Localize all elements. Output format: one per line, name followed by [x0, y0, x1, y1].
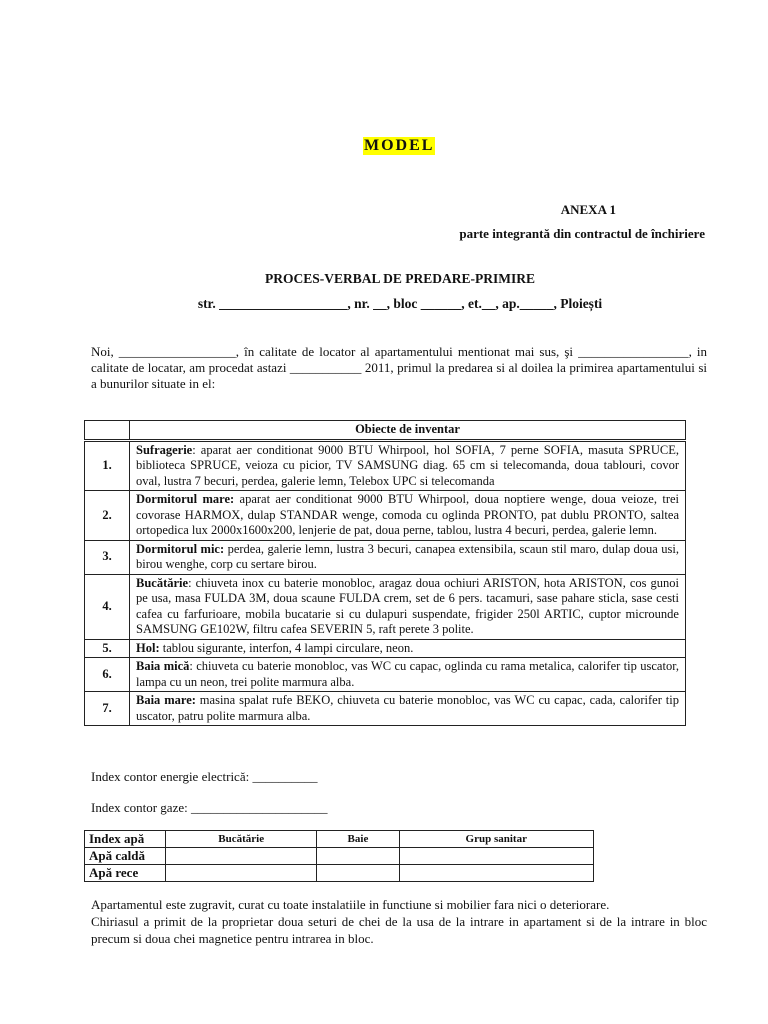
water-row-cold: Apă rece — [85, 865, 166, 882]
water-index-table — [84, 830, 594, 882]
room-items: masina spalat rufe BEKO, chiuveta cu baterie monobloc, vas WC cu capac, cada, calorifer tip uscator, patru polite marmura alba. — [136, 693, 679, 723]
inventory-header-number — [85, 421, 130, 441]
closing-section — [91, 896, 707, 947]
water-row-hot: Apă caldă — [85, 848, 166, 865]
room-items: : chiuveta cu baterie monobloc, vas WC cu capac, oglinda cu rama metalica, calorifer tip uscator, lampa cu un neon, trei polite marmura alba. — [136, 659, 679, 689]
table-row — [85, 692, 686, 726]
row-description — [130, 692, 686, 726]
row-description — [130, 491, 686, 541]
row-number: 2. — [85, 491, 130, 541]
row-description — [130, 540, 686, 574]
water-cell — [166, 865, 317, 882]
room-name: Dormitorul mic: — [136, 541, 225, 556]
inventory-header-title: Obiecte de inventar — [130, 421, 686, 441]
inventory-header-row — [85, 421, 686, 441]
row-description — [130, 639, 686, 658]
annex-subtitle: parte integrantă din contractul de închiriere — [459, 226, 705, 241]
row-description — [130, 658, 686, 692]
table-row — [85, 574, 686, 639]
water-header-row — [85, 831, 594, 848]
gas-meter-index: Index contor gaze: _____________________ — [91, 800, 328, 815]
table-row — [85, 491, 686, 541]
model-label: MODEL — [364, 137, 435, 154]
table-row — [85, 658, 686, 692]
table-row — [85, 440, 686, 491]
condition-paragraph: Apartamentul este zugravit, curat cu toate instalatiile in functiune si mobilier fara nici o deteriorare. — [91, 897, 610, 912]
room-items: tablou sigurante, interfon, 4 lampi circulare, neon. — [159, 640, 414, 655]
room-name: Hol: — [136, 640, 160, 655]
annex-number: ANEXA 1 — [560, 202, 616, 217]
table-row — [85, 848, 594, 865]
row-number: 6. — [85, 658, 130, 692]
document-title: PROCES-VERBAL DE PREDARE-PRIMIRE — [264, 271, 536, 286]
table-row — [85, 540, 686, 574]
room-items: perdea, galerie lemn, lustra 3 becuri, canapea extensibila, scaun stil maro, dulap doua usi, birou wenghe, corp cu sertare birou. — [136, 541, 680, 571]
inventory-table — [84, 420, 686, 726]
room-items: aparat aer conditionat 9000 BTU Whirpool, doua noptiere wenge, doua veioze, trei covorase HARMOX, dulap STANDAR wenge, comoda cu oglinda PRONTO, pat dublu PRONTO, saltea ortopedica lux 2000x1600x200, lenjerie de pat, doua perne, tablou, lustra 4 becuri, perdea, galerie lemn. — [136, 492, 679, 537]
table-row — [85, 639, 686, 658]
water-cell — [399, 865, 593, 882]
room-items: : chiuveta inox cu baterie monobloc, aragaz doua ochiuri ARISTON, hota ARISTON, cos gunoi pe usa, masa FULDA 3M, doua scaune FULDA crem, set de 6 pers. tacamuri, sase pahare sticla, sase cesti cafea cu farfurioare, mobila bucatarie si cu dulapuri suspendate, frigider 250l ARTIC, cuptor microunde SAMSUNG GE102W, filtru cafea SEVERIN 5, raft perete 3 polite. — [136, 575, 679, 636]
keys-paragraph: Chiriasul a primit de la proprietar doua seturi de chei de la usa de la intrare in apartament si de la intrare in bloc precum si doua chei magnetice pentru intrarea in bloc. — [91, 914, 707, 946]
table-row — [85, 865, 594, 882]
room-items: : aparat aer conditionat 9000 BTU Whirpool, hol SOFIA, 7 perne SOFIA, masuta SPRUCE, biblioteca SPRUCE, veioza cu picior, TV SAMSUNG diag. 65 cm si telecomanda, doua tablouri, covor oval, lustra 7 becuri, perdea, galerie lemn, Telebox UPC si telecomanda — [136, 442, 679, 488]
water-header-kitchen: Bucătărie — [166, 831, 317, 848]
room-name: Bucătărie — [136, 575, 189, 590]
row-number: 1. — [85, 440, 130, 491]
intro-paragraph: Noi, __________________, în calitate de locator al apartamentului mentionat mai sus, şi _________________, in calitate de locatar, am procedat astazi ___________ 2011, primul la predarea si al doilea la primirea apartamentului si a bunurilor situate in el: — [91, 344, 707, 391]
room-name: Baia mare: — [136, 693, 196, 707]
row-description — [130, 574, 686, 639]
row-number: 3. — [85, 540, 130, 574]
room-name: Sufragerie — [136, 442, 193, 457]
water-cell — [166, 848, 317, 865]
water-header-sanitary: Grup sanitar — [399, 831, 593, 848]
water-cell — [317, 865, 399, 882]
row-number: 4. — [85, 574, 130, 639]
address-line: str. ___________________, nr. __, bloc ______, et.__, ap._____, Ploiești — [197, 296, 603, 311]
row-number: 5. — [85, 639, 130, 658]
room-name: Baia mică — [136, 659, 190, 673]
water-cell — [399, 848, 593, 865]
row-description — [130, 440, 686, 491]
water-cell — [317, 848, 399, 865]
water-header-index: Index apă — [85, 831, 166, 848]
water-header-bathroom: Baie — [317, 831, 399, 848]
electricity-meter-index: Index contor energie electrică: __________ — [91, 769, 318, 784]
room-name: Dormitorul mare: — [136, 492, 235, 506]
row-number: 7. — [85, 692, 130, 726]
